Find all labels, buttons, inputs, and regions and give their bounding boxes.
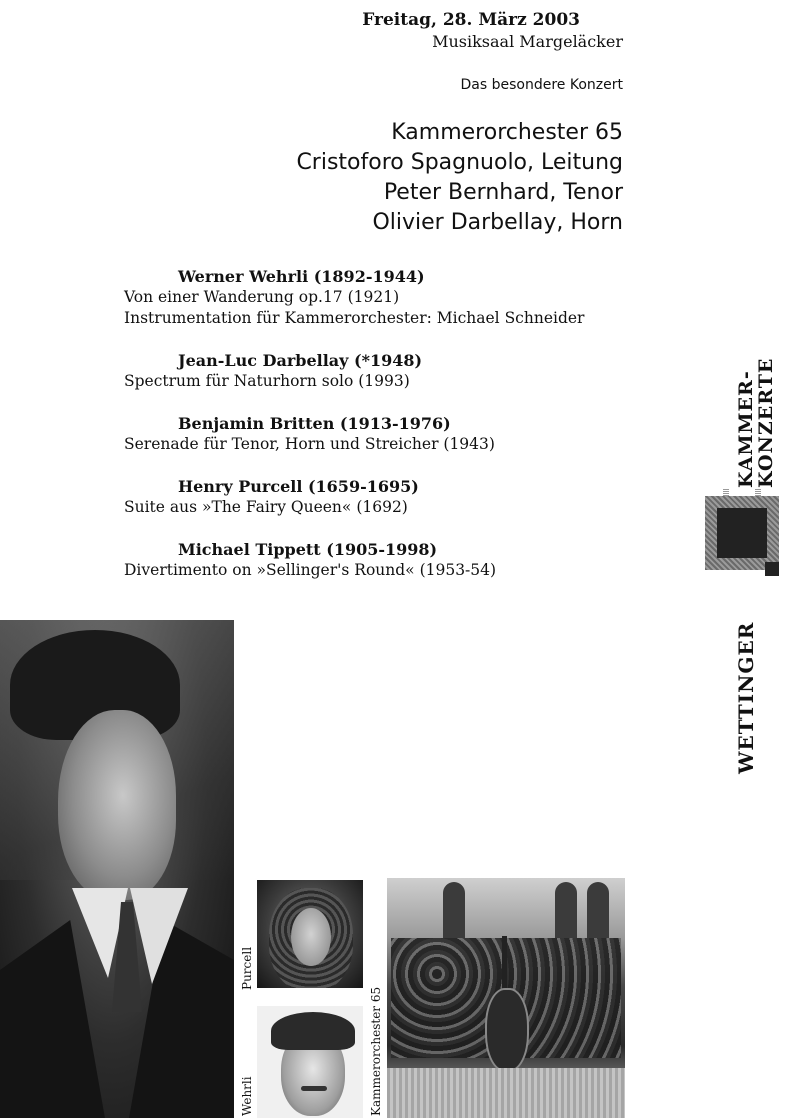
program-item xyxy=(124,413,644,455)
work-title: Serenade für Tenor, Horn und Streicher (1943) xyxy=(124,435,495,453)
performer-orchestra: Kammerorchester 65 xyxy=(391,120,623,145)
logo-tick xyxy=(723,488,729,496)
concert-date: Freitag, 28. März 2003 xyxy=(362,10,580,30)
logo-square-mark xyxy=(705,488,781,584)
concert-venue: Musiksaal Margeläcker xyxy=(432,32,623,51)
logo-inner-square xyxy=(717,508,767,558)
purcell-portrait-photo xyxy=(257,880,363,988)
work-title: Suite aus »The Fairy Queen« (1692) xyxy=(124,498,408,516)
work-note: Instrumentation für Kammerorchester: Michael Schneider xyxy=(124,309,585,327)
program-item xyxy=(124,476,644,518)
composer-name: Michael Tippett (1905-1998) xyxy=(178,540,438,559)
program-item xyxy=(124,350,644,392)
program-list xyxy=(124,266,644,602)
program-item xyxy=(124,266,644,329)
performers-list xyxy=(296,118,623,238)
wehrli-portrait-photo xyxy=(257,1006,363,1118)
caption-wehrli: Wehrli xyxy=(240,1076,254,1116)
britten-portrait-photo xyxy=(0,620,234,1118)
work-title: Divertimento on »Sellinger's Round« (1953-54) xyxy=(124,561,497,579)
composer-name: Werner Wehrli (1892-1944) xyxy=(178,267,425,286)
logo-line-konzerte: KONZERTE xyxy=(755,357,777,488)
performer-horn: Olivier Darbellay, Horn xyxy=(372,210,623,235)
performer-tenor: Peter Bernhard, Tenor xyxy=(383,180,623,205)
logo-tick xyxy=(755,488,761,496)
caption-purcell: Purcell xyxy=(240,946,254,990)
composer-name: Benjamin Britten (1913-1976) xyxy=(178,414,451,433)
orchestra-group-photo xyxy=(387,878,625,1118)
logo-corner-square xyxy=(765,562,779,576)
program-item xyxy=(124,539,644,581)
performer-conductor: Cristoforo Spagnuolo, Leitung xyxy=(296,150,623,175)
caption-orchestra: Kammerorchester 65 xyxy=(369,986,383,1116)
composer-name: Jean-Luc Darbellay (*1948) xyxy=(178,351,423,370)
concert-series: Das besondere Konzert xyxy=(460,77,623,93)
work-title: Von einer Wanderung op.17 (1921) xyxy=(124,288,400,306)
logo-wettinger: WETTINGER xyxy=(734,621,758,774)
work-title: Spectrum für Naturhorn solo (1993) xyxy=(124,372,410,390)
composer-name: Henry Purcell (1659-1695) xyxy=(178,477,419,496)
logo-line-kammer: KAMMER- xyxy=(735,370,757,488)
logo-kammerkonzerte xyxy=(736,338,776,488)
